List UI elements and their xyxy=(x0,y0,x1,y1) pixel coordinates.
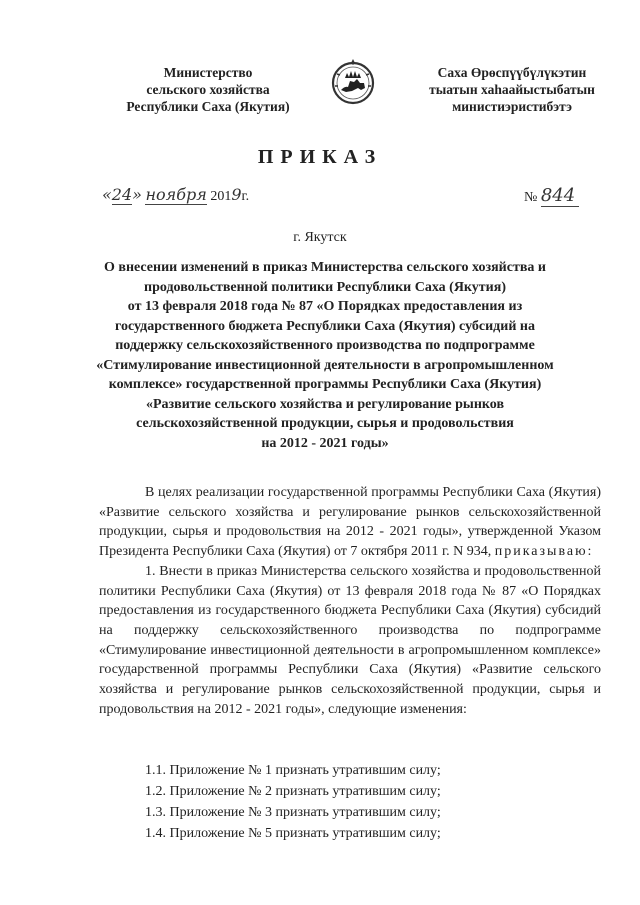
date-day: 24 xyxy=(111,185,133,204)
subject-line: «Развитие сельского хозяйства и регулирование рынков xyxy=(145,396,505,412)
subject-line: продовольственной политики Республики Саха (Якутия) xyxy=(144,279,506,295)
order-date xyxy=(102,185,249,205)
number-value: 844 xyxy=(541,185,579,207)
number-sign: № xyxy=(524,190,538,205)
subject-line: на 2012 - 2021 годы» xyxy=(261,435,389,451)
order-number xyxy=(524,185,579,207)
ministry-name-line: Саха Өрөспүүбүлүкэтин xyxy=(437,65,587,80)
clause-item: 1.2. Приложение № 2 признать утратившим силу; xyxy=(145,784,441,799)
subject-line: О внесении изменений в приказ Министерства сельского хозяйства и xyxy=(104,260,546,275)
document-title: ПРИКАЗ xyxy=(257,146,383,168)
clause-item: 1.3. Приложение № 3 признать утратившим силу; xyxy=(145,805,441,820)
subject-line: «Стимулирование инвестиционной деятельности в агропромышленном xyxy=(96,357,554,373)
order-subject xyxy=(90,258,560,453)
subject-line: государственного бюджета Республики Саха (Якутия) субсидий на xyxy=(115,318,535,334)
date-year-digit: 9 xyxy=(231,185,242,204)
order-body xyxy=(99,483,601,719)
subject-line: комплексе» государственной программы Республики Саха (Якутия) xyxy=(108,377,542,392)
preamble-paragraph xyxy=(99,483,601,562)
date-close-quote: » xyxy=(132,185,142,204)
ministry-name-line: тыатын хаһаайыстыбатын xyxy=(429,82,595,97)
date-month: ноября xyxy=(145,185,207,204)
subject-line: поддержку сельскохозяйственного производства по подпрограмме xyxy=(115,338,535,353)
clause-item: 1.1. Приложение № 1 признать утратившим силу; xyxy=(145,763,441,778)
ministry-name-line: Республики Саха (Якутия) xyxy=(126,99,290,114)
ministry-name-line: сельского хозяйства xyxy=(146,82,270,97)
city: г. Якутск xyxy=(293,230,347,245)
ministry-name-line: Министерство xyxy=(163,65,253,80)
date-year-prefix: 201 xyxy=(210,189,232,204)
subject-line: сельскохозяйственной продукции, сырья и продовольствия xyxy=(136,416,514,431)
order-keyword: приказываю: xyxy=(494,544,594,560)
preamble-text: В целях реализации государственной программы Республики Саха (Якутия) «Развитие сельского хозяйства и регулирование рынков сельскохозяйственной продукции, сырья и продовольствия на 2012 - 2021 годы», утвержденной Указом Президента Республики Саха (Якутия) от 7 октября 2011 г. N 934, xyxy=(99,485,601,560)
ministry-name-line: министиэристибэтэ xyxy=(452,99,572,114)
sakha-republic-emblem-icon xyxy=(331,56,375,110)
ministry-name-russian xyxy=(108,64,308,115)
ministry-name-sakha xyxy=(412,64,612,115)
date-open-quote: « xyxy=(102,185,112,204)
date-year-suffix: г. xyxy=(241,189,250,204)
clause-1-paragraph: 1. Внести в приказ Министерства сельского хозяйства и продовольственной политики Республики Саха (Якутия) от 13 февраля 2018 года № 87 «О Порядках предоставления из государственного бюджета Республики Саха (Якутия) субсидий на поддержку сельскохозяйственного производства по подпрограмме «Стимулирование инвестиционной деятельности в агропромышленном комплексе» государственной программы Республики Саха (Якутия) «Развитие сельского хозяйства и регулирование рынков сельскохозяйственной продукции, сырья и продовольствия на 2012 - 2021 годы», следующие изменения: xyxy=(99,563,601,717)
clause-item: 1.4. Приложение № 5 признать утратившим силу; xyxy=(145,826,441,841)
subject-line: от 13 февраля 2018 года № 87 «О Порядках предоставления из xyxy=(127,299,523,314)
